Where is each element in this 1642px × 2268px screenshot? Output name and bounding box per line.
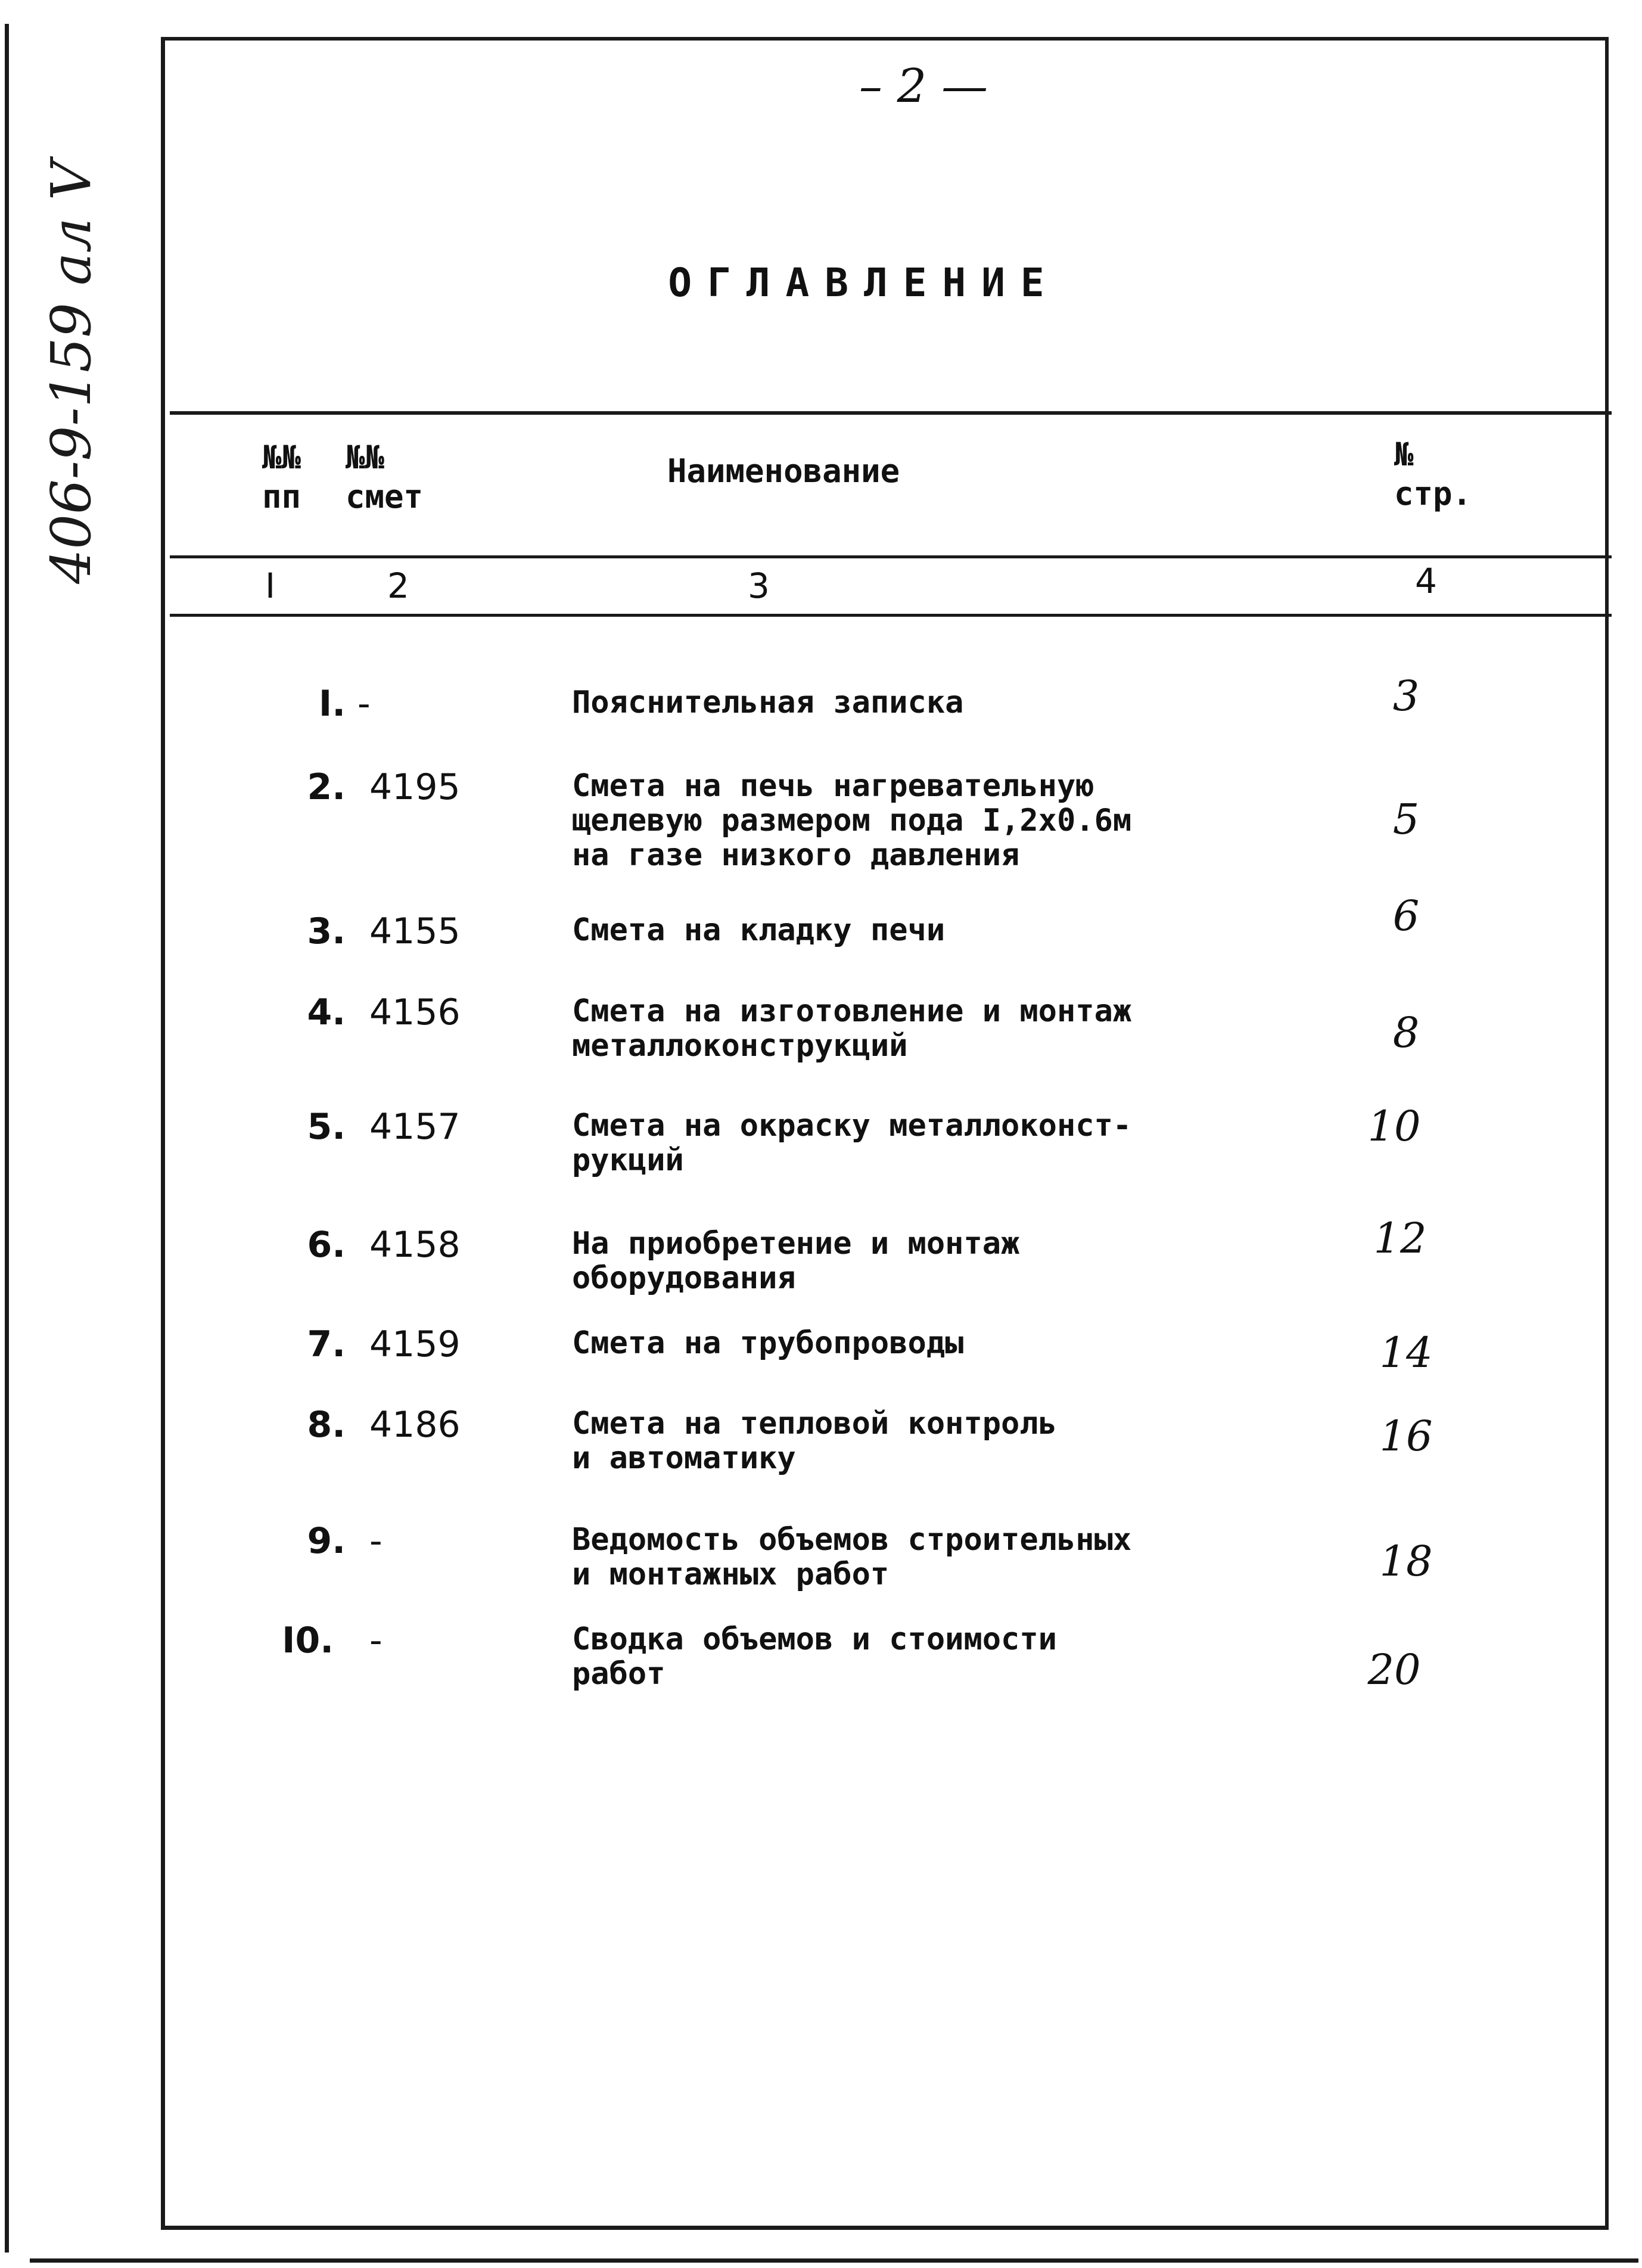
table-top-rule <box>170 411 1612 415</box>
column-number-3: 3 <box>748 566 770 606</box>
row-estimate-code: 4158 <box>369 1224 461 1266</box>
column-numbers-rule <box>170 614 1612 617</box>
header-bottom-rule <box>170 555 1612 558</box>
table-row <box>0 766 1642 888</box>
row-name: Пояснительная записка <box>572 685 964 720</box>
row-name: Ведомость объемов строительных и монтажных работ <box>572 1522 1132 1592</box>
row-number: 5. <box>307 1106 346 1148</box>
row-page: 18 <box>1379 1537 1433 1586</box>
page-number: – 2 — <box>859 60 988 113</box>
row-number: I0. <box>282 1620 334 1661</box>
row-estimate-code: 4157 <box>369 1106 461 1148</box>
row-estimate-code: - <box>357 683 371 725</box>
column-number-1: I <box>265 566 276 606</box>
column-number-2: 2 <box>387 566 409 606</box>
row-page: 3 <box>1392 672 1420 720</box>
row-number: 4. <box>307 992 346 1033</box>
page-bottom-edge-line <box>30 2258 1638 2263</box>
row-estimate-code: 4159 <box>369 1323 461 1365</box>
header-page: № стр. <box>1394 436 1472 512</box>
row-name: Смета на тепловой контроль и автоматику <box>572 1406 1057 1476</box>
row-number: 2. <box>307 766 346 808</box>
row-estimate-code: - <box>369 1520 382 1562</box>
row-number: 9. <box>307 1520 346 1562</box>
page-title: ОГЛАВЛЕНИЕ <box>668 260 1060 306</box>
margin-note: 406-9-159 ал V <box>39 160 103 584</box>
row-page: 6 <box>1392 891 1420 940</box>
header-item-number: №№ пп <box>262 439 301 515</box>
row-name: Смета на трубопроводы <box>572 1325 964 1361</box>
row-number: 8. <box>307 1404 346 1446</box>
row-name: Смета на кладку печи <box>572 912 946 948</box>
row-name: Смета на окраску металлоконст- рукций <box>572 1108 1132 1178</box>
header-name: Наименование <box>667 452 900 490</box>
row-page: 5 <box>1392 795 1420 844</box>
table-row <box>0 994 1642 1113</box>
table-row <box>0 1406 1642 1526</box>
row-page: 14 <box>1379 1328 1433 1377</box>
row-page: 16 <box>1379 1412 1433 1461</box>
row-name: Смета на печь нагревательную щелевую размером пода I,2х0.6м на газе низкого давления <box>572 768 1132 873</box>
row-number: 6. <box>307 1224 346 1266</box>
row-number: 3. <box>307 911 346 952</box>
row-page: 8 <box>1392 1008 1420 1057</box>
row-number: I. <box>318 683 346 725</box>
row-estimate-code: 4156 <box>369 992 461 1033</box>
table-row <box>0 1622 1642 1741</box>
row-number: 7. <box>307 1323 346 1365</box>
row-estimate-code: 4195 <box>369 766 461 808</box>
row-estimate-code: 4186 <box>369 1404 461 1446</box>
row-page: 12 <box>1373 1214 1427 1263</box>
row-estimate-code: 4155 <box>369 911 461 952</box>
column-number-4: 4 <box>1415 561 1437 601</box>
row-estimate-code: - <box>369 1620 382 1661</box>
row-name: Сводка объемов и стоимости работ <box>572 1621 1057 1692</box>
row-page: 10 <box>1367 1102 1421 1151</box>
row-name: На приобретение и монтаж оборудования <box>572 1226 1020 1296</box>
header-estimate-number: №№ смет <box>346 439 424 515</box>
row-name: Смета на изготовление и монтаж металлоконструкций <box>572 993 1132 1064</box>
table-row <box>0 1102 1642 1228</box>
row-page: 20 <box>1367 1645 1421 1694</box>
